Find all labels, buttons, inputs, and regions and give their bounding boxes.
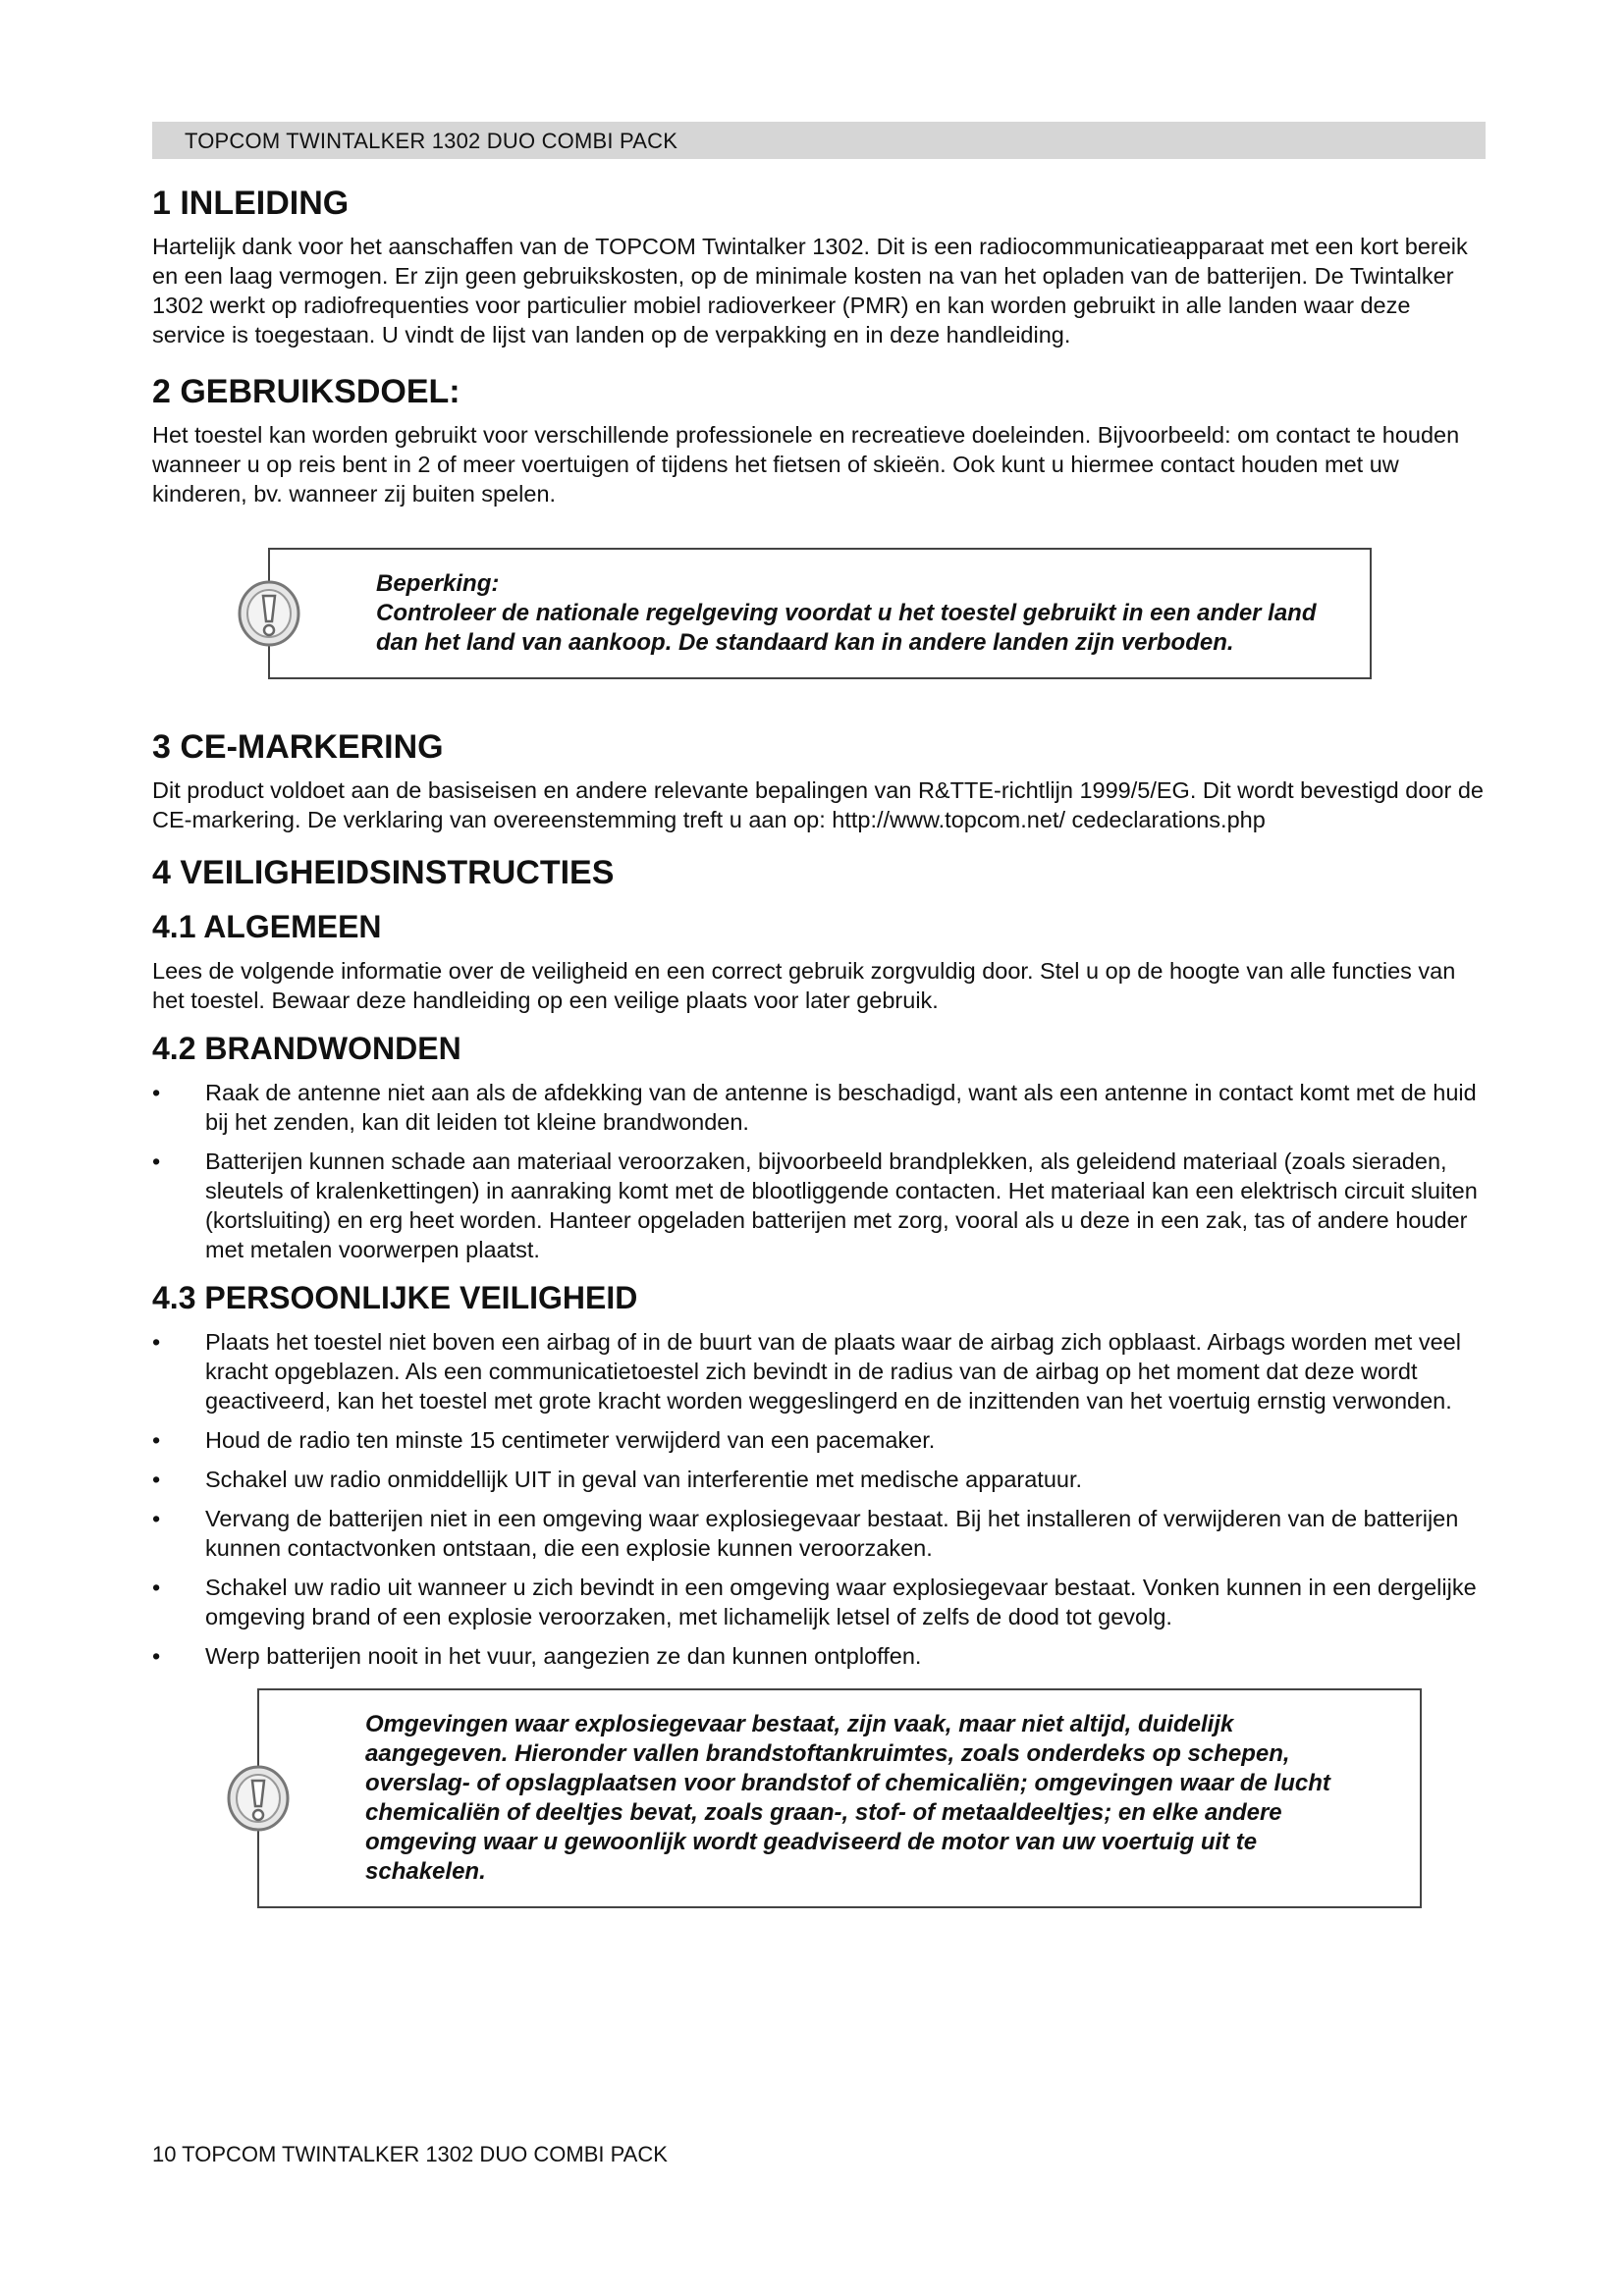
- note-heading: Beperking:: [376, 570, 500, 597]
- warning-note-explosive: [257, 1688, 1422, 1908]
- bullet-glyph: •: [152, 1329, 161, 1355]
- note-body: Controleer de nationale regelgeving voordat u het toestel gebruikt in een ander land dan het land van aankoop. De standaard kan in andere landen zijn verboden.: [376, 600, 1317, 656]
- list-item: • Batterijen kunnen schade aan materiaal veroorzaken, bijvoorbeeld brandplekken, als geleidend materiaal (zoals sieraden, sleutels of kralenkettingen) in aanraking komt met de blootliggende contacten. Het materiaal kan een elektrisch circuit sluiten (kortsluiting) en erg heet worden. Hanteer opgeladen batterijen met zorg, vooral als u deze in een zak, tas of andere houder met metalen voorwerpen plaatst.: [152, 1148, 1478, 1262]
- section-1-heading: 1 INLEIDING: [152, 185, 350, 222]
- page-footer: 10 TOPCOM TWINTALKER 1302 DUO COMBI PACK: [152, 2142, 668, 2166]
- list-item: • Vervang de batterijen niet in een omgeving waar explosiegevaar bestaat. Bij het installeren of verwijderen van de batterijen kunnen contactvonken ontstaan, die een explosie kunnen veroorzaken.: [152, 1506, 1459, 1561]
- bullet-glyph: •: [152, 1643, 161, 1669]
- section-1-body: Hartelijk dank voor het aanschaffen van de TOPCOM Twintalker 1302. Dit is een radiocommunicatieapparaat met een kort bereik en een laag vermogen. Er zijn geen gebruikskosten, op de minimale kosten na van het opladen van de batterijen. De Twintalker 1302 werkt op radiofrequenties voor particulier mobiel radioverkeer (PMR) en kan worden gebruikt in alle landen waar deze service is toegestaan. U vindt de lijst van landen op de verpakking en in deze handleiding.: [152, 234, 1468, 347]
- list-item: • Schakel uw radio onmiddellijk UIT in geval van interferentie met medische apparatuur.: [152, 1467, 1083, 1492]
- bullet-glyph: •: [152, 1148, 161, 1174]
- page-content: [152, 175, 1486, 1908]
- section-4-1-body: Lees de volgende informatie over de veiligheid en een correct gebruik zorgvuldig door. Stel u op de hoogte van alle functies van het toestel. Bewaar deze handleiding op een veilige plaats voor later gebruik.: [152, 958, 1456, 1013]
- header-title: TOPCOM TWINTALKER 1302 DUO COMBI PACK: [185, 129, 678, 153]
- section-3-heading: 3 CE-MARKERING: [152, 728, 444, 766]
- bullet-glyph: •: [152, 1080, 161, 1105]
- warning-note-restriction: [268, 548, 1372, 679]
- list-item: • Werp batterijen nooit in het vuur, aangezien ze dan kunnen ontploffen.: [152, 1643, 922, 1669]
- section-4-2-list: [152, 1078, 1486, 1264]
- section-2-heading: 2 GEBRUIKSDOEL:: [152, 373, 460, 410]
- section-2-body: Het toestel kan worden gebruikt voor verschillende professionele en recreatieve doeleinden. Bijvoorbeeld: om contact te houden wanneer u op reis bent in 2 of meer voertuigen of tijdens het fietsen of skieën. Ook kunt u hiermee contact houden met uw kinderen, bv. wanneer zij buiten spelen.: [152, 422, 1460, 507]
- warning-exclamation-icon: [226, 1765, 291, 1832]
- section-4-2-heading: 4.2 BRANDWONDEN: [152, 1031, 461, 1066]
- list-item: • Plaats het toestel niet boven een airbag of in de buurt van de plaats waar de airbag zich opblaast. Airbags worden met veel kracht opgeblazen. Als een communicatietoestel zich bevindt in de radius van de airbag op het moment dat deze wordt geactiveerd, kan het toestel met grote kracht worden weggeslingerd en de inzittenden van het voertuig ernstig verwonden.: [152, 1329, 1461, 1414]
- bullet-glyph: •: [152, 1506, 161, 1531]
- section-4-1-heading: 4.1 ALGEMEEN: [152, 909, 382, 944]
- warning-exclamation-icon: [237, 580, 301, 647]
- section-4-heading: 4 VEILIGHEIDSINSTRUCTIES: [152, 854, 615, 891]
- list-item: • Schakel uw radio uit wanneer u zich bevindt in een omgeving waar explosiegevaar bestaat. Vonken kunnen in een dergelijke omgeving brand of een explosie veroorzaken, met lichamelijk letsel of zelfs de dood tot gevolg.: [152, 1575, 1477, 1629]
- section-3-body: Dit product voldoet aan de basiseisen en andere relevante bepalingen van R&TTE-richtlijn 1999/5/EG. Dit wordt bevestigd door de CE-markering. De verklaring van overeenstemming treft u aan op: http://www.topcom.net/ cedeclarations.php: [152, 777, 1484, 832]
- bullet-glyph: •: [152, 1427, 161, 1453]
- list-item: • Houd de radio ten minste 15 centimeter verwijderd van een pacemaker.: [152, 1427, 936, 1453]
- list-item: • Raak de antenne niet aan als de afdekking van de antenne is beschadigd, want als een antenne in contact komt met de huid bij het zenden, kan dit leiden tot kleine brandwonden.: [152, 1080, 1477, 1135]
- bullet-glyph: •: [152, 1467, 161, 1492]
- section-4-3-heading: 4.3 PERSOONLIJKE VEILIGHEID: [152, 1280, 638, 1315]
- section-4-3-list: [152, 1327, 1486, 1671]
- note-body: Omgevingen waar explosiegevaar bestaat, zijn vaak, maar niet altijd, duidelijk aangegeven. Hieronder vallen brandstoftankruimtes, zoals onderdeks op schepen, overslag- of opslagplaatsen voor brandstof of chemicaliën; omgevingen waar de lucht chemicaliën of deeltjes bevat, zoals graan-, stof- of metaaldeeltjes; en elke andere omgeving waar u gewoonlijk wordt geadviseerd de motor van uw voertuig uit te schakelen.: [365, 1711, 1330, 1885]
- bullet-glyph: •: [152, 1575, 161, 1600]
- running-header: [152, 122, 1486, 159]
